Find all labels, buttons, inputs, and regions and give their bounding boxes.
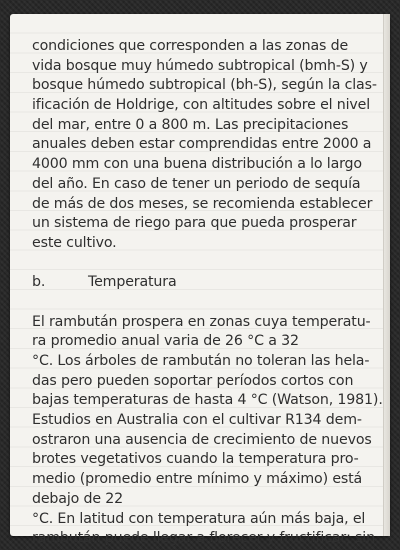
text-line: del mar, entre 0 a 800 m. Las precipitaciones — [32, 116, 349, 133]
section-number: b. — [32, 274, 46, 291]
text-line: ra promedio anual varia de 26 °C a 32 — [32, 333, 299, 350]
text-line: 4000 mm con una buena distribución a lo largo — [32, 156, 362, 173]
paragraph-1 — [32, 37, 377, 254]
text-line: El rambután prospera en zonas cuya temperatu- — [32, 313, 371, 330]
text-line: brotes vegetativos cuando la temperatura pro- — [32, 451, 359, 468]
text-line: Estudios en Australia con el cultivar R134 dem- — [32, 412, 362, 429]
reader-page — [10, 14, 390, 547]
paragraph-gap — [32, 293, 374, 313]
text-line: das pero pueden soportar períodos cortos con — [32, 372, 354, 389]
page-content — [32, 37, 383, 549]
text-line: condiciones que corresponden a las zonas de — [32, 38, 349, 54]
text-line: °C. Los árboles de rambután no toleran las hela- — [32, 353, 370, 369]
text-line: bosque húmedo subtropical (bh-S), según la clas- — [32, 77, 377, 94]
paragraph-2 — [32, 313, 383, 549]
text-line: este cultivo. — [32, 234, 117, 251]
text-line: de más de dos meses, se recomienda establecer — [32, 195, 373, 212]
paragraph-gap — [32, 254, 374, 274]
section-title: Temperatura — [88, 274, 177, 291]
text-line: bajas temperaturas de hasta 4 °C (Watson, 1981). — [32, 392, 383, 409]
text-line: °C. En latitud con temperatura aún más baja, el — [32, 510, 366, 527]
text-line: un sistema de riego para que pueda prosperar — [32, 215, 357, 232]
section-heading — [32, 273, 374, 293]
text-line: ificación de Holdrige, con altitudes sobre el nivel — [32, 97, 371, 114]
text-line: rambután puede llegar a florecer y fructificar; sin — [32, 530, 375, 547]
page-edge — [383, 14, 390, 536]
text-line: ostraron una ausencia de crecimiento de nuevos — [32, 431, 372, 448]
text-line: anuales deben estar comprendidas entre 2000 a — [32, 136, 372, 153]
text-line: medio (promedio entre mínimo y máximo) está — [32, 471, 363, 488]
text-line: debajo de 22 — [32, 490, 124, 507]
text-line: vida bosque muy húmedo subtropical (bmh-S) y — [32, 57, 368, 74]
text-line: del año. En caso de tener un periodo de sequía — [32, 175, 361, 192]
